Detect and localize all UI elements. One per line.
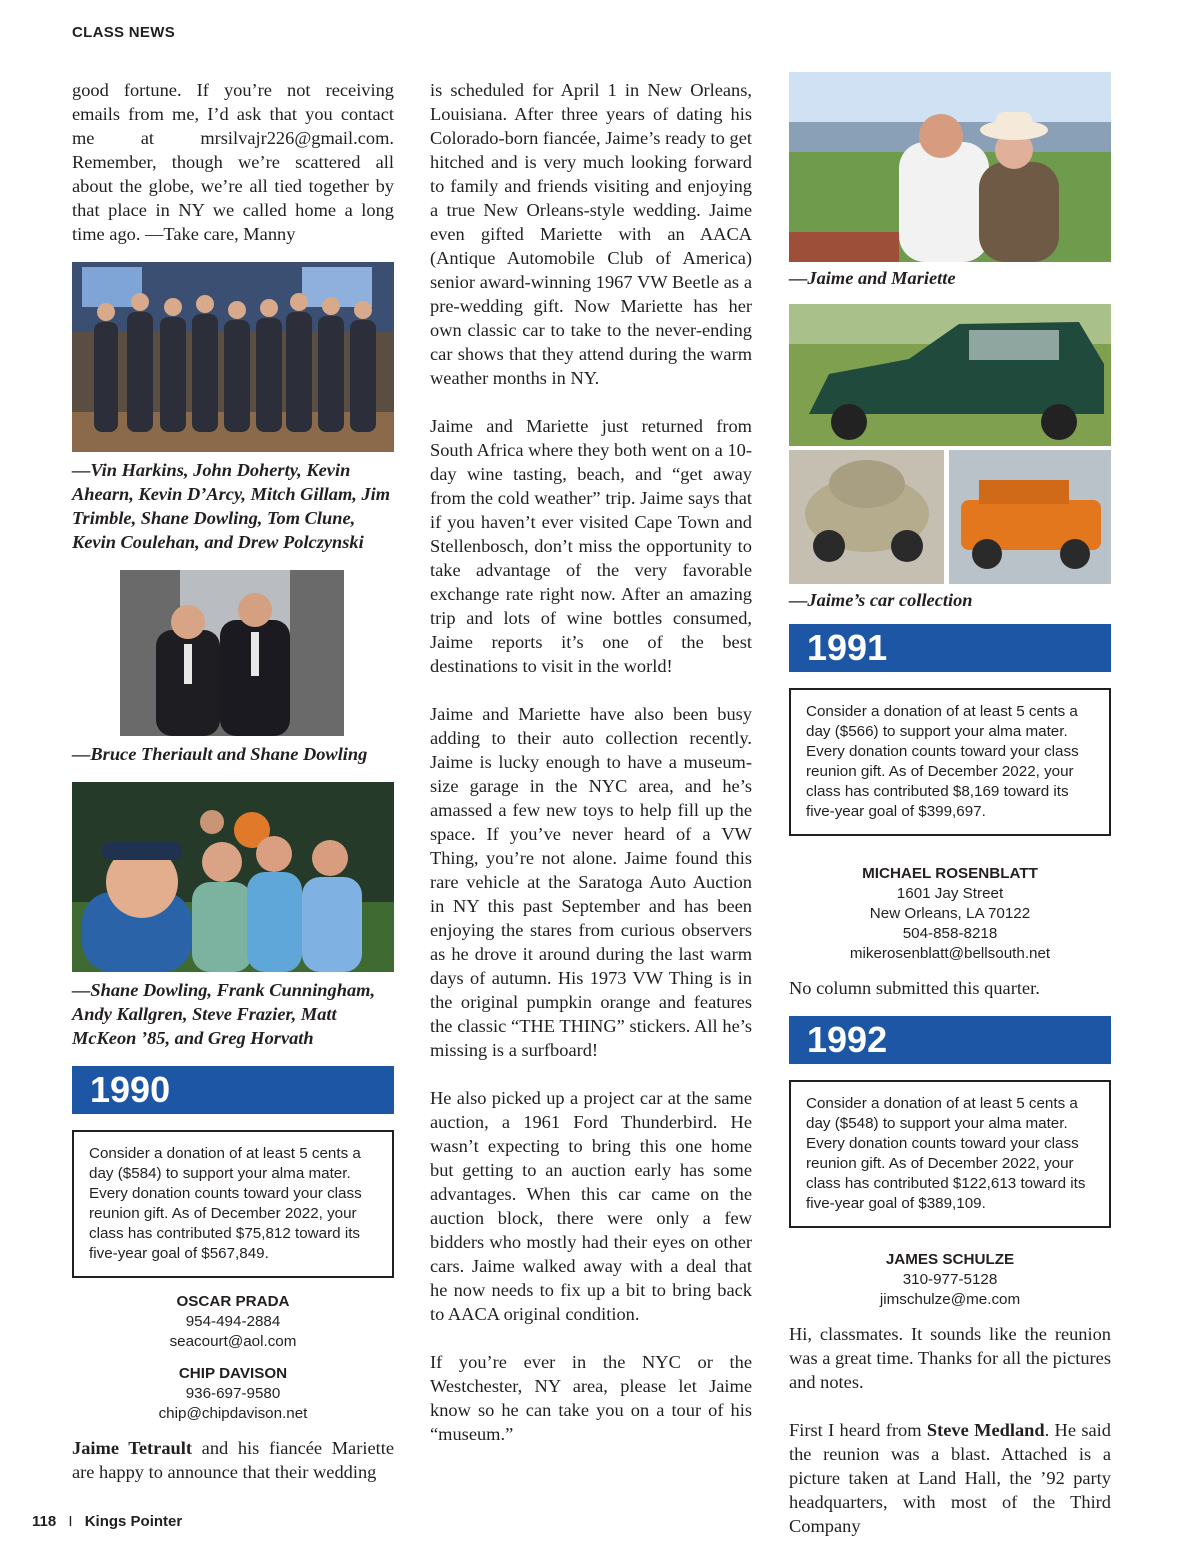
class-1992-paragraph-1: Hi, classmates. It sounds like the reunion was a great time. Thanks for all the pictures and notes. — [789, 1324, 1111, 1392]
contact-phone: 936-697-9580 — [185, 1385, 281, 1402]
class-1991-header: 1991 — [789, 624, 1111, 672]
contact-phone: 504-858-8218 — [902, 925, 998, 942]
backyard-group-image — [72, 782, 394, 972]
class-1990-header: 1990 — [72, 1066, 394, 1114]
jaime-mariette-image — [789, 72, 1111, 262]
group-photo-reunion — [72, 262, 394, 452]
contact-name: MICHAEL ROSENBLATT — [862, 865, 1038, 882]
column-1 — [72, 78, 394, 1506]
contact-email[interactable]: seacourt@aol.com — [169, 1333, 297, 1350]
footer-separator: I — [68, 1513, 73, 1530]
contact-phone: 310-977-5128 — [902, 1271, 998, 1288]
paragraph: Jaime and Mariette have also been busy adding to their auto collection recently. Jaime is lucky enough to have a museum-size garage in the NYC area, and he’s amassed a few new toys to help fill up the space. If you’ve never heard of a VW Thing, you’re not alone. Jaime found this rare vehicle at the Saratoga Auto Auction in NY this past September and has been enjoying the stares from curious observers as he drove it around during the last warm days of autumn. His 1973 VW Thing is in the original pumpkin orange and features the classic “THE THING” stickers. All he’s missing is a surfboard! — [430, 704, 752, 1060]
caption-backyard-group: —Shane Dowling, Frank Cunningham, Andy Kallgren, Steve Frazier, Matt McKeon ’85, and Greg Horvath — [72, 980, 376, 1048]
paragraph: is scheduled for April 1 in New Orleans, Louisiana. After three years of dating his Colorado-born fiancée, Jaime’s ready to get hitched and is very much looking forward to family and friends visiting and enjoying a true New Orleans-style wedding. Jaime even gifted Mariette with an AACA (Antique Automobile Club of America) senior award-winning 1967 VW Beetle as a pre-wedding gift. Now Mariette has her own classic car to take to the never-ending car shows that they attend during the warm weather months in NY. — [430, 80, 752, 388]
class-1990-donation-box: Consider a donation of at least 5 cents a day ($584) to support your alma mater. Every donation counts toward your class reunion gift. As of December 2022, your class has contributed $75,812 toward its five-year goal of $567,849. — [72, 1130, 394, 1278]
paragraph: Jaime and Mariette just returned from South Africa where they both went on a 10-day wine tasting, beach, and “get away from the cold weather” trip. Jaime says that if you haven’t ever visited Cape Town and Stellenbosch, don’t miss the opportunity to take advantage of the very favorable exchange rate right now. After an amazing trip and lots of wine bottles consumed, Jaime reports it’s one of the best destinations to visit in the world! — [430, 416, 752, 676]
class-1990-contact-1 — [72, 1292, 394, 1352]
contact-name: CHIP DAVISON — [178, 1365, 288, 1382]
column-2 — [430, 78, 752, 1468]
section-label: CLASS NEWS — [72, 24, 176, 41]
caption-car-collection: —Jaime’s car collection — [789, 590, 973, 610]
contact-address-line-2: New Orleans, LA 70122 — [869, 905, 1031, 922]
steve-medland-name: Steve Medland — [926, 1420, 1045, 1440]
paragraph-2-rest: . He said the reunion was a blast. Attached is a picture taken at Land Hall, the ’92 party headquarters, with most of the Third Company — [789, 1420, 1111, 1536]
paragraph: He also picked up a project car at the same auction, a 1961 Ford Thunderbird. He wasn’t expecting to bring this one home but getting to an auction early has some advantages. When this car came on the auction block, there were only a few bidders who mostly had their eyes on other cars. Jaime walked away with a deal that he now needs to fix up a bit to bring back to AACA original condition. — [430, 1088, 752, 1324]
paragraph-2-start: First I heard from — [789, 1420, 927, 1440]
page-number: 118 — [32, 1513, 57, 1530]
caption-two-men: —Bruce Theriault and Shane Dowling — [72, 744, 368, 764]
group-photo-image — [72, 262, 394, 452]
caption-jaime-mariette: —Jaime and Mariette — [789, 268, 956, 288]
class-1991-contact — [789, 864, 1111, 964]
contact-email[interactable]: jimschulze@me.com — [879, 1291, 1021, 1308]
contact-address-line-1: 1601 Jay Street — [896, 885, 1004, 902]
class-1991-note: No column submitted this quarter. — [789, 978, 1040, 998]
column-3 — [789, 72, 1111, 1560]
class-1992-header: 1992 — [789, 1016, 1111, 1064]
paragraph: If you’re ever in the NYC or the Westchester, NY area, please let Jaime know so he can take you on a tour of his “museum.” — [430, 1352, 752, 1444]
photo-backyard-group — [72, 782, 394, 972]
photo-car-collection — [789, 304, 1111, 584]
class-1990-contact-2 — [72, 1364, 394, 1424]
jaime-tetrault-name: Jaime Tetrault — [72, 1438, 192, 1458]
page-footer — [32, 1513, 182, 1530]
contact-phone: 954-494-2884 — [185, 1313, 281, 1330]
intro-paragraph: good fortune. If you’re not receiving emails from me, I’d ask that you contact me at mrsilvajr226@gmail.com. Remember, though we’re scattered all about the globe, we’re all tied together by that place in NY we called home a long time ago. —Take care, Manny — [72, 80, 394, 244]
car-collection-image — [789, 304, 1111, 584]
class-1991-donation-box: Consider a donation of at least 5 cents a day ($566) to support your alma mater. Every donation counts toward your class reunion gift. As of December 2022, your class has contributed $8,169 toward its five-year goal of $399,697. — [789, 688, 1111, 836]
contact-email[interactable]: mikerosenblatt@bellsouth.net — [849, 945, 1051, 962]
contact-name: OSCAR PRADA — [176, 1293, 290, 1310]
two-men-image — [120, 570, 344, 736]
class-1990-closing-paragraph — [72, 1436, 394, 1484]
class-1992-contact — [789, 1250, 1111, 1310]
contact-email[interactable]: chip@chipdavison.net — [158, 1405, 308, 1422]
caption-group-photo: —Vin Harkins, John Doherty, Kevin Ahearn, Kevin D’Arcy, Mitch Gillam, Jim Trimble, Shane Dowling, Tom Clune, Kevin Coulehan, and Drew Polczynski — [72, 460, 391, 552]
closing-text: and his fiancée Mariette are happy to announce that their wedding — [72, 1438, 395, 1482]
class-1992-paragraph-2 — [789, 1418, 1111, 1538]
class-1992-donation-box: Consider a donation of at least 5 cents a day ($548) to support your alma mater. Every donation counts toward your class reunion gift. As of December 2022, your class has contributed $122,613 toward its five-year goal of $389,109. — [789, 1080, 1111, 1228]
contact-name: JAMES SCHULZE — [885, 1251, 1015, 1268]
publication-name: Kings Pointer — [84, 1513, 183, 1530]
photo-two-men — [120, 570, 344, 736]
photo-jaime-and-mariette — [789, 72, 1111, 262]
